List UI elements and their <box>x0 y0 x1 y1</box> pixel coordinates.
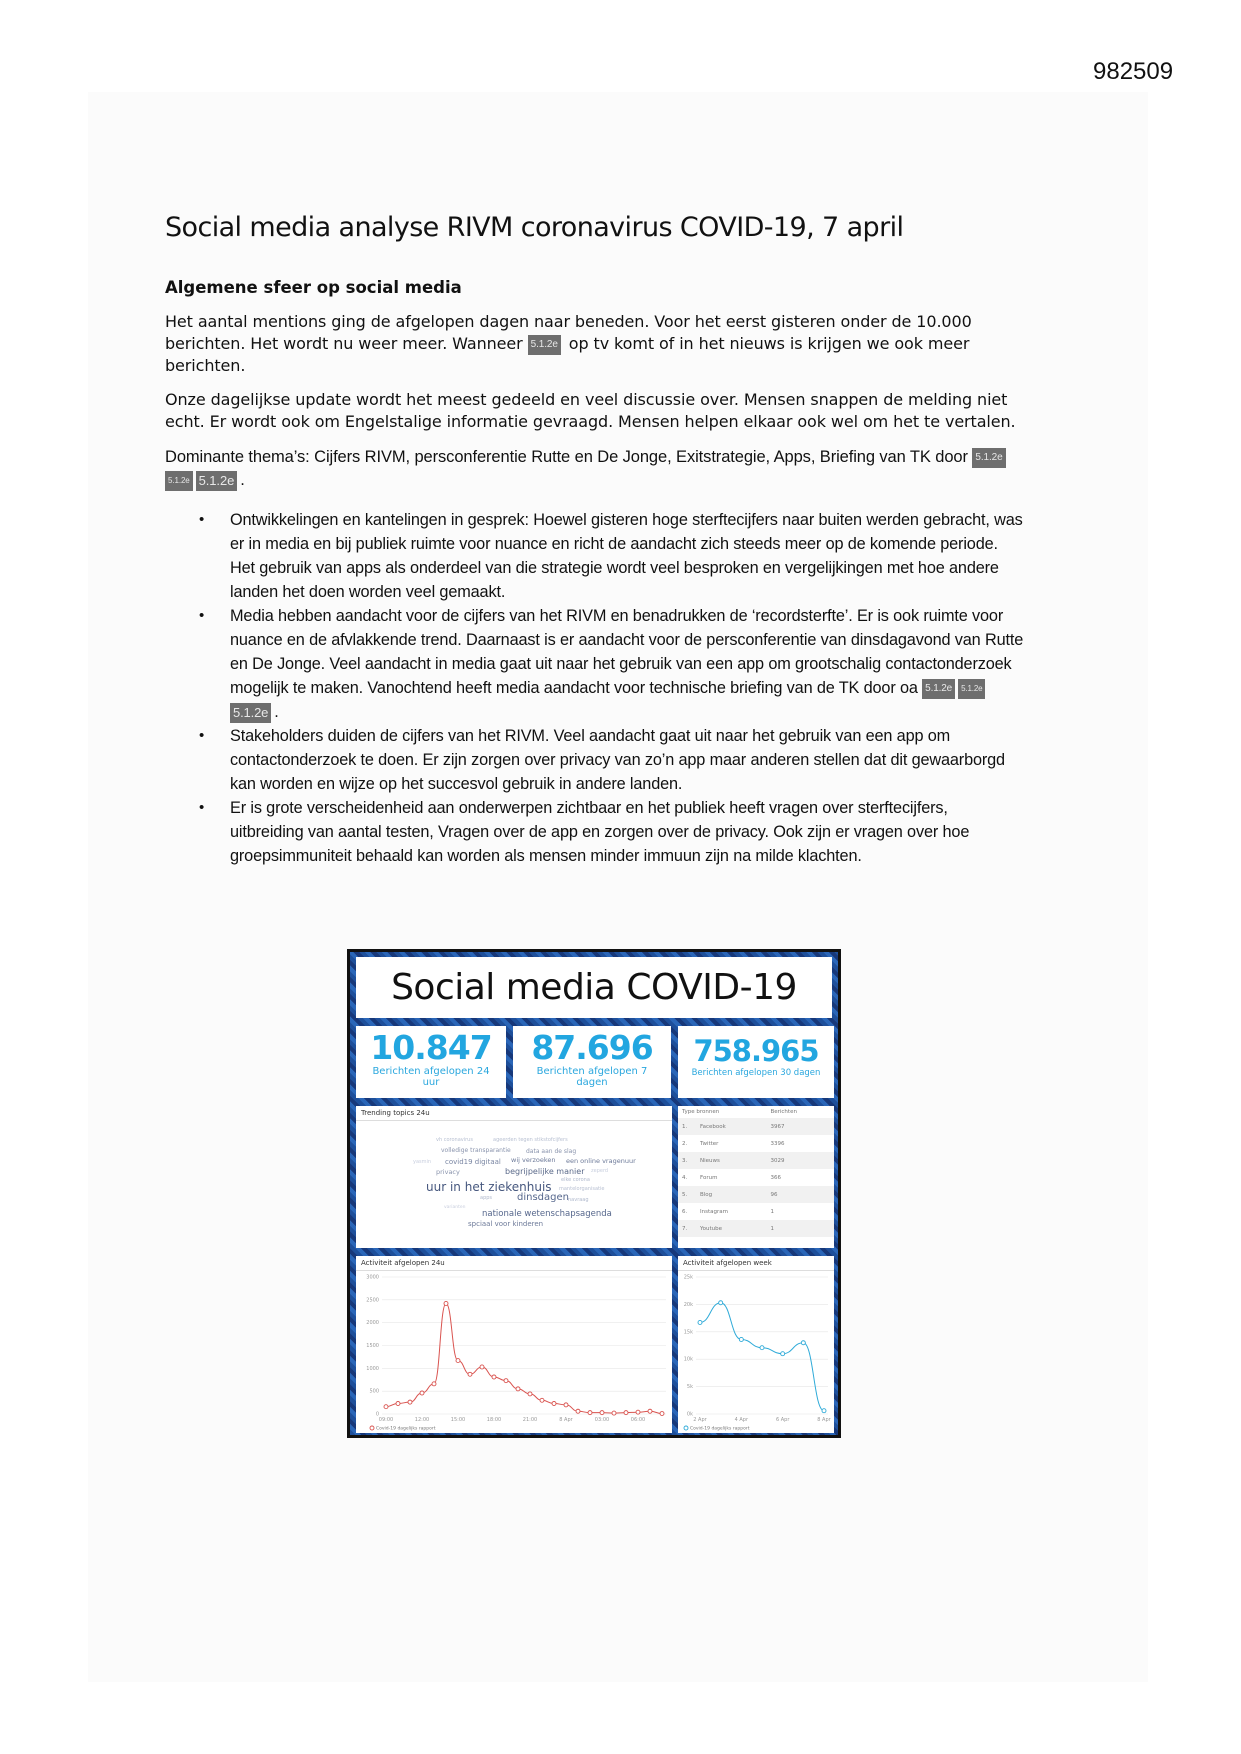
source-cell: Nieuws <box>696 1152 766 1169</box>
y-tick-label: 5k <box>686 1384 693 1391</box>
series-line <box>700 1303 824 1411</box>
data-point <box>801 1341 805 1345</box>
data-point <box>420 1391 424 1395</box>
paragraph-text: Dominante thema’s: Cijfers RIVM, persconferentie Rutte en De Jonge, Exitstrategie, Apps, Briefing van TK door <box>165 448 973 466</box>
paragraph-text: . <box>240 471 245 489</box>
trending-word: zeperd <box>591 1168 609 1174</box>
bullet-text: . <box>274 703 279 721</box>
bullet-item <box>199 604 1025 724</box>
count-cell: 3967 <box>766 1118 834 1135</box>
series-line <box>386 1303 662 1413</box>
paragraph-text: Het aantal mentions ging de afgelopen dagen naar beneden. Voor het eerst gisteren onder de 10.000 berichten. Het wordt nu weer meer. Wanneer <box>165 312 972 353</box>
source-cell: Youtube <box>696 1220 766 1237</box>
panel-title: Activiteit afgelopen 24u <box>356 1256 672 1271</box>
document-body <box>165 212 1025 868</box>
rank-cell: 6. <box>682 1208 688 1215</box>
y-tick-label: 15k <box>683 1329 693 1336</box>
table-body <box>678 1118 834 1237</box>
bullet-item <box>199 796 1025 868</box>
data-point <box>564 1403 568 1407</box>
bullet-list <box>165 508 1025 868</box>
x-tick-label: 09:00 <box>378 1417 394 1423</box>
page-title: Social media analyse RIVM coronavirus COVID-19, 7 april <box>165 212 904 243</box>
legend-marker <box>370 1426 374 1430</box>
rank-cell: 2. <box>682 1140 688 1147</box>
data-point <box>600 1411 604 1415</box>
y-tick-label: 10k <box>683 1356 693 1363</box>
table-row <box>678 1186 834 1203</box>
bullet-item <box>199 724 1025 796</box>
y-tick-label: 2500 <box>366 1297 379 1304</box>
activity-week-panel <box>678 1256 834 1433</box>
x-tick-label: 12:00 <box>414 1417 430 1423</box>
data-point <box>636 1410 640 1414</box>
bullet-item <box>199 508 1025 604</box>
y-tick-label: 500 <box>369 1388 379 1395</box>
bullet-text: Media hebben aandacht voor de cijfers van het RIVM en benadrukken de ‘recordsterfte’. Er is ook ruimte voor nuance en de afvlakkende trend. Daarnaast is er aandacht voor de persconferentie van dinsdagavond van Rutte en De Jonge. Veel aandacht in media gaat uit naar het gebruik van een app om grootschalig contactonderzoek mogelijk te maken. Vanochtend heeft media aandacht voor technische briefing van de TK door oa <box>230 607 1024 697</box>
activity-week-chart <box>678 1271 834 1434</box>
rank-cell: 5. <box>678 1186 696 1203</box>
redaction-box: 5.1.2e <box>196 471 238 491</box>
rank-cell: 7. <box>678 1220 696 1237</box>
legend-label: Covid-19 dagelijks rapport <box>376 1426 436 1432</box>
trending-word: navraag <box>568 1197 589 1203</box>
data-point <box>432 1382 436 1386</box>
paragraph-mentions <box>165 311 1025 377</box>
trending-word: spciaal voor kinderen <box>468 1220 544 1228</box>
data-point <box>698 1320 702 1324</box>
kpi-value: 87.696 <box>531 1028 653 1067</box>
trending-word: yasmin <box>413 1159 432 1165</box>
source-cell: Twitter <box>700 1140 719 1147</box>
data-point <box>781 1352 785 1356</box>
paragraph-themes <box>165 446 1025 492</box>
x-tick-label: 15:00 <box>450 1417 466 1423</box>
table-header: Berichten <box>770 1109 797 1115</box>
data-point <box>492 1375 496 1379</box>
table-header: Type bronnen <box>682 1109 720 1115</box>
kpi-label: Berichten afgelopen 7 dagen <box>536 1066 648 1088</box>
x-tick-label: 8 Apr <box>817 1417 831 1423</box>
kpi-value: 10.847 <box>370 1028 492 1067</box>
data-point <box>384 1405 388 1409</box>
y-tick-label: 0 <box>375 1411 379 1418</box>
trending-word: dinsdagen <box>517 1192 569 1203</box>
kpi-24h <box>356 1026 506 1098</box>
activity-24h-chart <box>356 1271 672 1434</box>
redaction-box: 5.1.2e <box>922 679 955 699</box>
data-point <box>576 1409 580 1413</box>
redaction-box: 5.1.2e <box>230 703 271 723</box>
trending-word: uur in het ziekenhuis <box>426 1180 552 1194</box>
table-row <box>678 1152 834 1169</box>
count-cell: 1 <box>770 1208 774 1215</box>
trending-word: vh coronavirus <box>436 1137 473 1143</box>
trending-word: varianten <box>444 1205 466 1210</box>
x-tick-label: 18:00 <box>486 1417 502 1423</box>
bullet-text: Stakeholders duiden de cijfers van het RIVM. Veel aandacht gaat uit naar het gebruik van een app om contactonderzoek te doen. Er zijn zorgen over privacy van zo’n app maar anderen stellen dat dit gewaarborgd kan worden en wijze op het succesvol gebruik in andere landen. <box>230 727 1005 793</box>
x-tick-label: 4 Apr <box>734 1417 749 1423</box>
table-row <box>678 1169 834 1186</box>
x-tick-label: 8 Apr <box>559 1417 573 1423</box>
x-tick-label: 6 Apr <box>775 1417 790 1423</box>
redaction-box: 5.1.2e <box>972 448 1005 468</box>
data-point <box>516 1387 520 1391</box>
sources-table-panel <box>678 1106 834 1248</box>
panel-title: Trending topics 24u <box>356 1106 672 1121</box>
data-point <box>760 1346 764 1350</box>
count-cell: 96 <box>766 1186 834 1203</box>
data-point <box>468 1372 472 1376</box>
panel-title: Activiteit afgelopen week <box>678 1256 834 1271</box>
count-cell: 1 <box>766 1220 834 1237</box>
table-row <box>678 1220 834 1237</box>
y-tick-label: 1500 <box>366 1343 379 1349</box>
data-point <box>444 1301 448 1305</box>
dashboard-image <box>347 949 841 1438</box>
data-point <box>719 1301 723 1305</box>
redaction-box: 5.1.2e <box>958 679 985 699</box>
trending-word: nationale wetenschapsagenda <box>482 1209 612 1219</box>
data-point <box>648 1409 652 1413</box>
y-tick-label: 3000 <box>366 1274 379 1281</box>
y-tick-label: 1000 <box>366 1365 379 1372</box>
trending-word: covid19 digitaal <box>445 1158 501 1166</box>
sources-table <box>678 1106 834 1237</box>
y-tick-label: 25k <box>683 1274 693 1281</box>
trending-word: elke corona <box>561 1177 590 1183</box>
data-point <box>528 1392 532 1396</box>
rank-cell: 1. <box>678 1118 696 1135</box>
data-point <box>408 1400 412 1404</box>
source-cell: Instagram <box>700 1208 728 1215</box>
data-point <box>480 1365 484 1369</box>
kpi-label: Berichten afgelopen 24 uur <box>372 1066 490 1088</box>
data-point <box>822 1409 826 1413</box>
dashboard-title: Social media COVID-19 <box>356 957 832 1018</box>
data-point <box>540 1398 544 1402</box>
trending-word: volledige transparantie <box>441 1147 511 1154</box>
kpi-label: Berichten afgelopen 30 dagen <box>691 1068 821 1078</box>
trending-word: een online vragenuur <box>566 1157 636 1165</box>
bullet-text: Er is grote verscheidenheid aan onderwerpen zichtbaar en het publiek heeft vragen over sterftecijfers, uitbreiding van aantal testen, Vragen over de app en zorgen over de privacy. Ook zijn er vragen over hoe groepsimmuniteit behaald kan worden als mensen minder immuun zijn na milde klachten. <box>230 799 970 865</box>
data-point <box>396 1401 400 1405</box>
kpi-30d <box>678 1026 834 1098</box>
data-point <box>612 1411 616 1415</box>
trending-word: mantelorganisatie <box>559 1186 605 1192</box>
data-point <box>624 1411 628 1415</box>
data-point <box>504 1379 508 1383</box>
table-row <box>678 1203 834 1220</box>
x-tick-label: 06:00 <box>630 1417 646 1423</box>
count-cell: 3029 <box>766 1152 834 1169</box>
source-cell: Facebook <box>696 1118 766 1135</box>
trending-word: ageerden tegen stikstofcijfers <box>493 1137 568 1143</box>
legend-marker <box>684 1426 688 1430</box>
trending-topics-panel <box>356 1106 672 1248</box>
data-point <box>456 1359 460 1363</box>
data-point <box>739 1337 743 1341</box>
bullet-text: Ontwikkelingen en kantelingen in gesprek: Hoewel gisteren hoge sterftecijfers naar buiten werden gebracht, was er in media en bij publiek ruimte voor nuance en richt de aandacht zich steeds meer op de komende periode. Het gebruik van apps als onderdeel van die strategie wordt veel besproken en vergelijkingen met hoe andere landen het doen worden veel gemaakt. <box>230 511 1023 601</box>
x-tick-label: 2 Apr <box>693 1417 707 1423</box>
table-row <box>678 1135 834 1152</box>
trending-word: wij verzoeken <box>511 1156 556 1164</box>
x-tick-label: 03:00 <box>594 1417 610 1423</box>
section-heading: Algemene sfeer op social media <box>165 278 462 297</box>
document-number: 982509 <box>1093 58 1174 85</box>
redaction-box: 5.1.2e <box>528 335 561 355</box>
kpi-7d <box>513 1026 671 1098</box>
count-cell: 3396 <box>770 1140 785 1147</box>
data-point <box>552 1401 556 1405</box>
y-tick-label: 20k <box>683 1301 693 1308</box>
y-tick-label: 2000 <box>366 1320 379 1327</box>
data-point <box>588 1411 592 1415</box>
trending-word: begrijpelijke manier <box>505 1167 585 1176</box>
y-tick-label: 0k <box>686 1411 693 1418</box>
rank-cell: 4. <box>682 1174 688 1181</box>
trending-word: data aan de slag <box>526 1148 577 1155</box>
trending-word: apps <box>480 1195 493 1201</box>
legend-label: Covid-19 dagelijks rapport <box>690 1426 750 1432</box>
source-cell: Forum <box>700 1174 718 1181</box>
activity-24h-panel <box>356 1256 672 1433</box>
paragraph-text: op tv komt of in het nieuws is krijgen we ook meer berichten. <box>165 334 970 375</box>
redaction-box: 5.1.2e <box>165 471 193 491</box>
kpi-value: 758.965 <box>693 1034 819 1068</box>
data-point <box>660 1412 664 1416</box>
trending-word: privacy <box>436 1168 460 1176</box>
count-cell: 366 <box>770 1174 781 1181</box>
x-tick-label: 21:00 <box>522 1417 538 1423</box>
table-row <box>678 1118 834 1135</box>
word-cloud <box>356 1121 672 1241</box>
paragraph-update: Onze dagelijkse update wordt het meest gedeeld en veel discussie over. Mensen snappen de melding niet echt. Er wordt ook om Engelstalige informatie gevraagd. Mensen helpen elkaar ook wel om het te vertalen. <box>165 390 1016 431</box>
source-cell: Blog <box>696 1186 766 1203</box>
rank-cell: 3. <box>678 1152 696 1169</box>
